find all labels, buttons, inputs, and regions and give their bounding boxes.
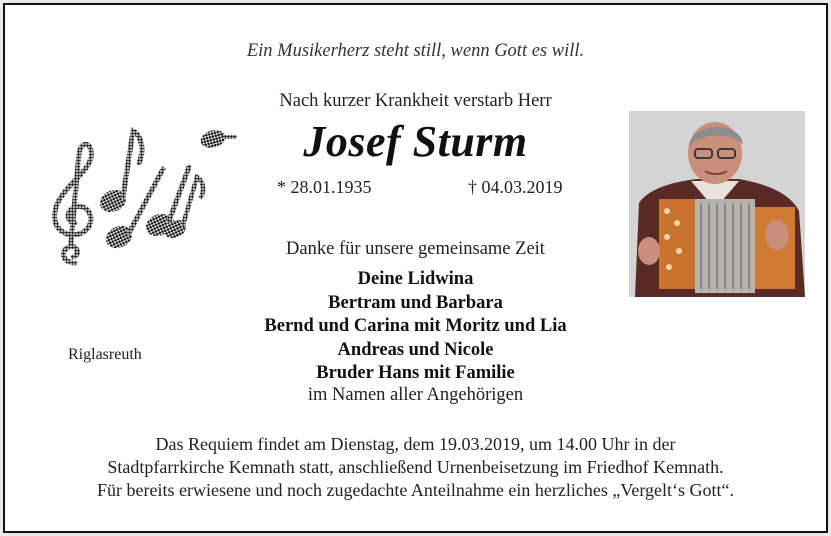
place-name: Riglasreuth (68, 346, 142, 363)
birth-date: * 28.01.1935 (277, 177, 372, 197)
obituary-notice (3, 3, 828, 533)
deceased-name: Josef Sturm (303, 117, 528, 166)
funeral-info-line: Das Requiem findet am Dienstag, dem 19.03.2019, um 14.00 Uhr in der (155, 434, 676, 454)
funeral-info-line: Für bereits erwiesene und noch zugedachte Anteilnahme ein herzliches „Vergelt‘s Gott“. (97, 480, 734, 500)
funeral-info (5, 433, 826, 502)
mourner-line: Bertram und Barbara (328, 292, 503, 313)
intro-line: Nach kurzer Krankheit verstarb Herr (279, 91, 552, 111)
mourner-line: Bernd und Carina mit Moritz und Lia (264, 316, 567, 336)
death-date: † 04.03.2019 (468, 177, 563, 197)
mourner-line: Deine Lidwina (357, 269, 474, 289)
funeral-info-line: Stadtpfarrkirche Kemnath statt, anschließend Urnenbeisetzung im Friedhof Kemnath. (107, 457, 724, 477)
motto: Ein Musikerherz steht still, wenn Gott es will. (246, 41, 585, 61)
mourner-line: Bruder Hans mit Familie (316, 363, 515, 383)
mourners-list (5, 268, 826, 386)
relatives-line: im Namen aller Angehörigen (307, 385, 524, 405)
mourner-line: Andreas und Nicole (337, 339, 494, 360)
thanks-line: Danke für unsere gemeinsame Zeit (286, 239, 545, 259)
